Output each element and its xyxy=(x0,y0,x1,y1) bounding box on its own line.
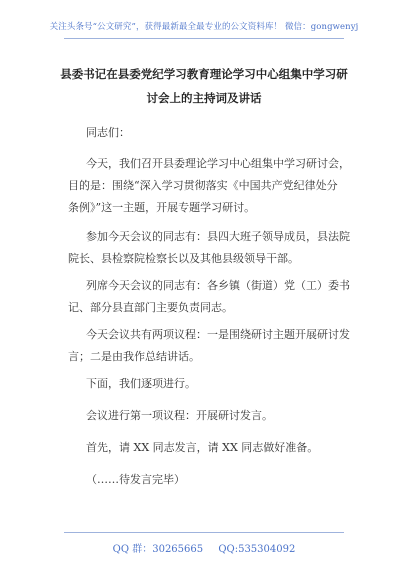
paragraph-line: 今天，我们召开县委理论学习中心组集中学习研讨会， xyxy=(86,157,350,170)
paragraph-line: 言；二是由我作总结讲话。 xyxy=(68,350,200,363)
footer-qq-group: QQ 群：30265665 xyxy=(112,544,204,555)
paragraph-line: 下面，我们逐项进行。 xyxy=(86,377,196,390)
title-line-1: 县委书记在县委党纪学习教育理论学习中心组集中学习研 xyxy=(60,67,348,81)
paragraph-2 xyxy=(68,226,350,270)
paragraph-6 xyxy=(68,405,340,427)
paragraph-line: 今天会议共有两项议程：一是围绕研讨主题开展研讨发 xyxy=(86,328,350,341)
paragraph-line: 列席今天会议的同志有：各乡镇（街道）党（工）委书 xyxy=(86,279,350,292)
paragraph-line: （……待发言完毕） xyxy=(86,473,185,486)
paragraph-line: 首先，请 XX 同志发言，请 XX 同志做好准备。 xyxy=(86,441,319,454)
paragraph-line: 会议进行第一项议程：开展研讨发言。 xyxy=(86,409,273,422)
paragraph-5 xyxy=(68,373,340,395)
salutation-text: 同志们： xyxy=(86,126,130,139)
page-header xyxy=(0,0,408,40)
footer-contact xyxy=(0,540,408,555)
header-promo-text: 关注头条号“公文研究”，获得最新最全最专业的公文资料库！ 微信：gongwenyj xyxy=(49,22,359,32)
paragraph-1 xyxy=(68,153,350,219)
paragraph-8 xyxy=(68,469,340,491)
title-line-2: 讨会上的主持词及讲话 xyxy=(146,91,262,105)
paragraph-7 xyxy=(68,437,340,459)
page-footer xyxy=(0,532,408,562)
footer-divider xyxy=(64,532,344,533)
paragraph-line: 参加今天会议的同志有：县四大班子领导成员，县法院 xyxy=(86,230,350,243)
paragraph-line: 记、部分县直部门主要负责同志。 xyxy=(68,301,233,314)
paragraph-line: 目的是：围绕“深入学习贯彻落实《中国共产党纪律处分 xyxy=(68,179,338,192)
salutation xyxy=(68,122,358,144)
document-title xyxy=(56,62,352,110)
paragraph-4 xyxy=(68,324,350,368)
footer-qq: QQ:535304092 xyxy=(218,544,296,555)
header-divider xyxy=(64,38,344,39)
paragraph-3 xyxy=(68,275,350,319)
paragraph-line: 院长、县检察院检察长以及其他县级领导干部。 xyxy=(68,252,299,265)
paragraph-line: 条例》”这一主题，开展专题学习研讨。 xyxy=(68,201,256,214)
